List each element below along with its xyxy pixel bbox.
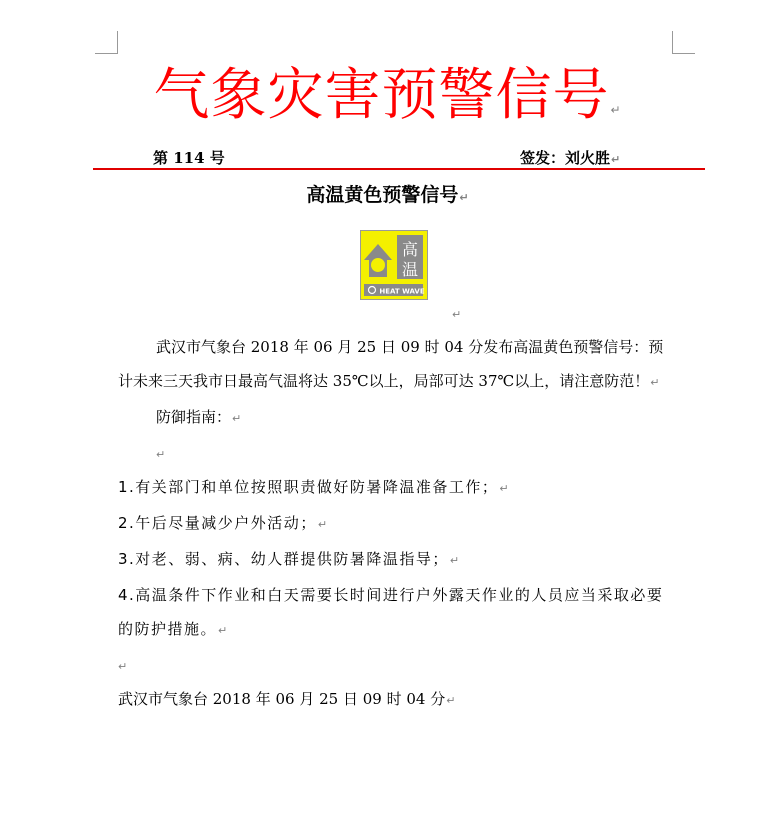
paragraph-mark-icon: ↵ [499,482,511,495]
paragraph-mark-icon: ↵ [446,694,456,707]
document-body [118,330,678,718]
announcement-paragraph[interactable]: 武汉市气象台 2018 年 06 月 25 日 09 时 04 分发布高温黄色预警信号：预计未来三天我市日最高气温将达 35℃以上，局部可达 37℃以上，请注意防范！↵ [118,338,664,390]
heat-wave-signal-graphic [361,231,427,299]
guide-heading[interactable]: 防御指南：↵ [156,408,242,426]
paragraph-mark-icon: ↵ [611,153,621,166]
paragraph-mark-icon: ↵ [218,624,229,637]
corner-crop-mark-right [672,31,695,54]
signer[interactable]: 签发：刘火胜↵ [520,149,621,167]
paragraph-mark-icon: ↵ [452,308,462,321]
guide-item[interactable]: 4.高温条件下作业和白天需要长时间进行户外露天作业的人员应当采取必要的防护措施。↵ [118,586,664,638]
headline[interactable]: 气象灾害预警信号↵ [153,63,622,128]
paragraph-mark-icon: ↵ [449,554,461,567]
paragraph-mark-icon: ↵ [317,518,329,531]
empty-paragraph[interactable] [118,648,678,682]
guide-item[interactable]: 1.有关部门和单位按照职责做好防暑降温准备工作；↵ [118,478,511,496]
paragraph-mark-icon: ↵ [459,191,469,204]
sun-icon [371,258,385,272]
empty-paragraph[interactable] [118,436,678,470]
signal-char-bottom: 温 [401,260,419,279]
red-header-rule [93,168,705,170]
corner-crop-mark-left [95,31,118,54]
document-title[interactable]: 高温黄色预警信号↵ [306,184,469,206]
heat-wave-yellow-signal-icon[interactable] [360,230,428,300]
signal-char-top: 高 [401,240,419,259]
signature-line[interactable]: 武汉市气象台 2018 年 06 月 25 日 09 时 04 分↵ [118,690,456,708]
paragraph-mark-icon: ↵ [232,412,242,425]
signal-label-text: HEAT WAVE [379,287,425,296]
paragraph-mark-icon: ↵ [650,376,660,389]
paragraph-mark-icon: ↵ [610,103,622,117]
guide-item[interactable]: 3.对老、弱、病、幼人群提供防暑降温指导；↵ [118,550,461,568]
paragraph-mark-icon: ↵ [118,660,128,673]
guide-item[interactable]: 2.午后尽量减少户外活动；↵ [118,514,329,532]
issue-number[interactable]: 第 114 号 [153,149,225,167]
paragraph-mark-icon: ↵ [156,448,166,461]
